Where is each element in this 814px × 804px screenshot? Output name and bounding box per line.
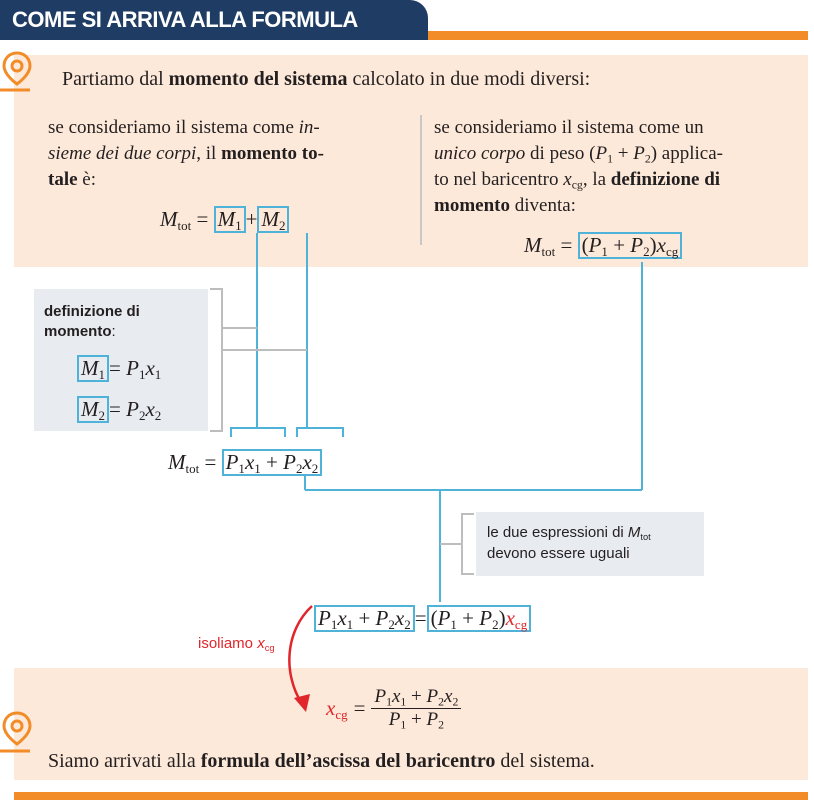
final-formula: $x_{cg}$ = $\frac{P_1x_1 + P_2x_2}{P_1 + P_2}$ [326, 686, 461, 731]
intro-text: Partiamo dal momento del sistema calcolato in due modi diversi: [62, 68, 591, 90]
footer-orange-rule [14, 792, 808, 800]
conclusion-text: Siamo arrivati alla formula dell’ascissa del baricentro del sistema. [48, 750, 595, 772]
definition-m2: $M_2 = P_2x_2$ [77, 396, 161, 423]
header-title: COME SI ARRIVA ALLA FORMULA [12, 7, 358, 32]
note-text: le due espressioni di $M_{tot}$ devono essere uguali [487, 524, 651, 562]
equation-mtot-sum: $M_{tot} = M_1 + M_2$ [160, 206, 289, 233]
right-column-text: se consideriamo il sistema come un unico corpo di peso $(P_1 + P_2)$ applica- to nel baricentro $x_{cg}$, la definizione di momento diventa: [434, 117, 723, 216]
location-pin-icon [0, 710, 34, 762]
curved-arrow-icon [280, 600, 330, 720]
definition-m1: $M_1 = P_1x_1$ [77, 355, 161, 382]
definition-title: definizione di momento: [44, 303, 140, 340]
equation-mtot-px: $M_{tot} = P_1x_1 + P_2x_2$ [168, 449, 322, 476]
equation-equal: $P_1x_1 + P_2x_2 = (P_1 + P_2)x_{cg}$ [314, 605, 531, 632]
isolate-label: isoliamo $x_{cg}$ [198, 635, 275, 653]
equation-mtot-product: $M_{tot} = (P_1 + P_2)x_{cg}$ [524, 232, 682, 259]
left-column-text: se consideriamo il sistema come in- sieme dei due corpi, il momento to- tale è: [48, 117, 324, 190]
